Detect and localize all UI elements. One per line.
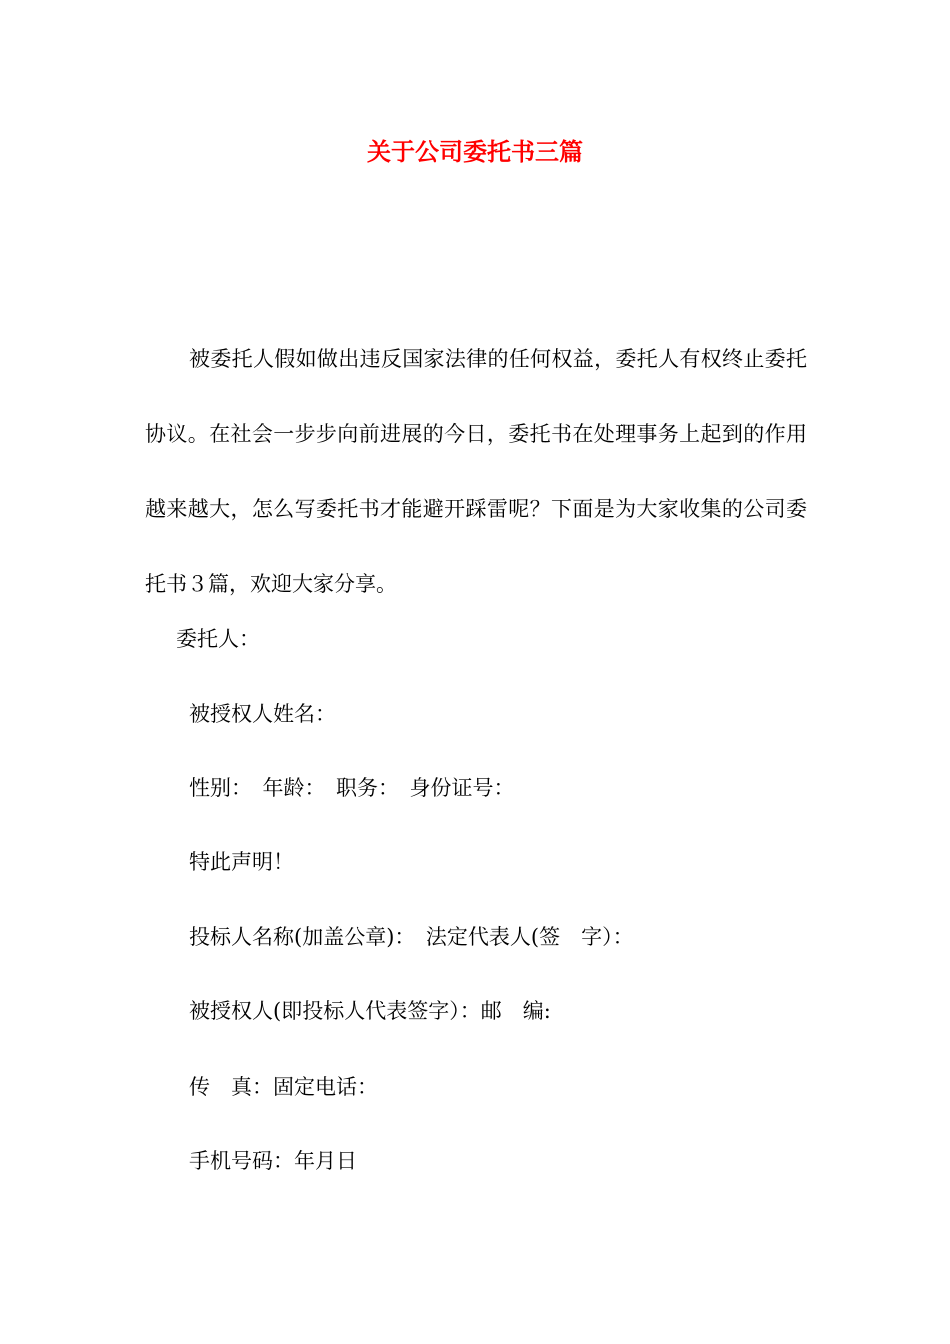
intro-paragraph: 被委托人假如做出违反国家法律的任何权益，委托人有权终止委托协议。在社会一步步向前进展的今日，委托书在处理事务上起到的作用越来越大，怎么写委托书才能避开踩雷呢？下面是为大家收集的公司委托书３篇，欢迎大家分享。 [145,347,807,596]
field-authorized-name: 被授权人姓名： [189,702,336,726]
field-authorized-signature: 被授权人(即投标人代表签字）：邮 编: [189,999,551,1023]
document-title: 关于公司委托书三篇 [367,137,583,166]
field-fax-phone: 传 真：固定电话： [189,1075,378,1099]
field-principal: 委托人： [176,627,260,651]
field-bidder-name: 投标人名称(加盖公章)： 法定代表人(签 字）： [189,925,634,949]
field-personal-info: 性别： 年龄： 职务： 身份证号： [189,776,515,800]
field-mobile-date: 手机号码：年月日 [189,1149,357,1173]
field-declaration: 特此声明！ [189,850,294,874]
